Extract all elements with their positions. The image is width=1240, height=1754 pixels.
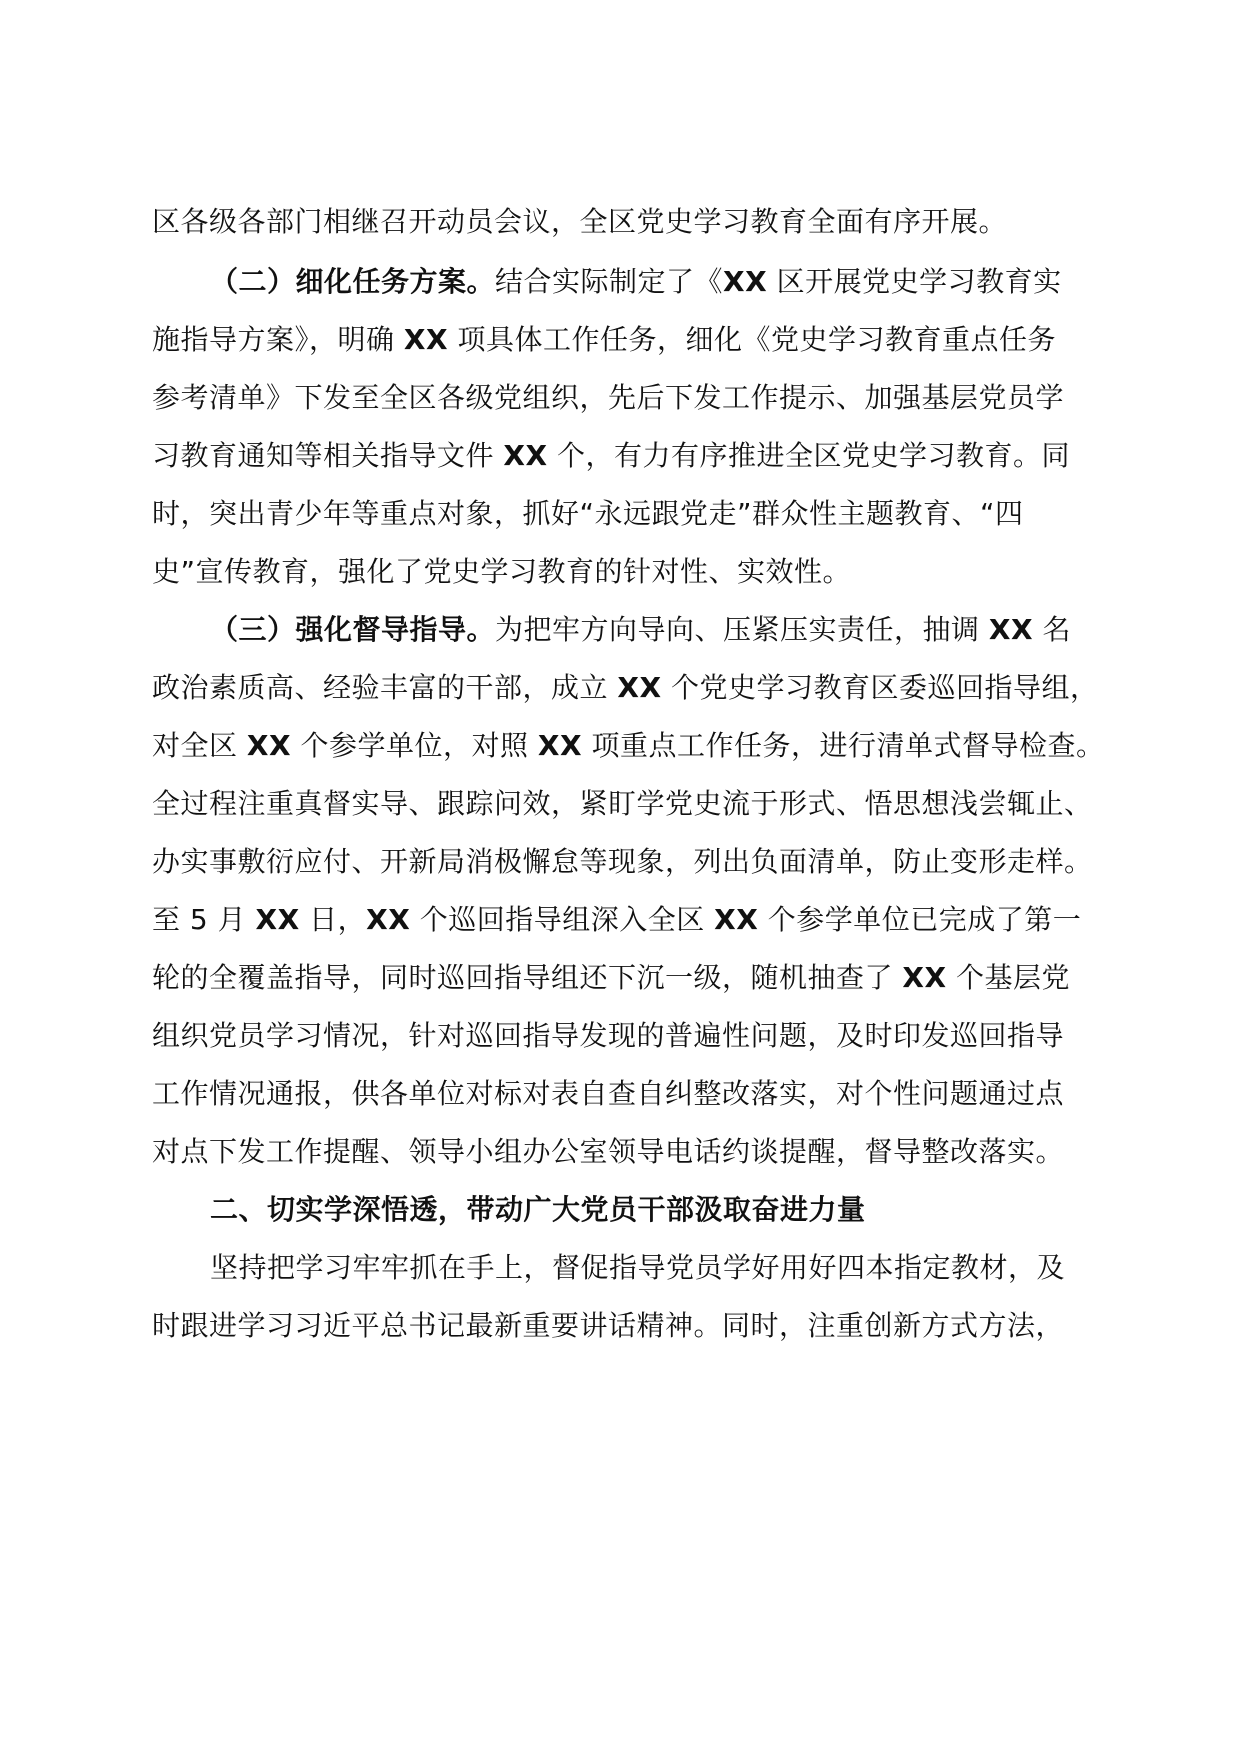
text-run: 个参学单位，对照 [291,729,538,762]
text-run: 习教育通知等相关指导文件 [152,439,504,472]
placeholder-xx: XX [366,903,411,936]
placeholder-xx: XX [537,729,583,762]
paragraph-line [152,842,1093,882]
text-run: 结合实际制定了《 [495,265,724,298]
text-run: 全过程注重真督实导、跟踪问效，紧盯学党史流于形式、悟思想浅尝辄止、 [152,787,1093,820]
placeholder-xx: XX [503,439,548,472]
text-run: 为把牢方向导向、压紧压实责任，抽调 [495,613,989,646]
text-run: 坚持把学习牢牢抓在手上，督促指导党员学好用好四本指定教材，及 [210,1251,1066,1284]
text-run: 个参学单位已完成了第一 [758,903,1082,936]
paragraph-line [152,1016,1064,1056]
text-run: 对全区 [152,729,247,762]
placeholder-xx: XX [902,961,947,994]
text-run: 日， [299,903,367,936]
text-run: 项具体工作任务，细化《党史学习教育重点任务 [448,323,1056,356]
text-run: 项重点工作任务，进行清单式督导检查。 [582,729,1105,762]
text-run: 时，突出青少年等重点对象，抓好“永远跟党走”群众性主题教育、“四 [152,497,1024,530]
text-run: 轮的全覆盖指导，同时巡回指导组还下沉一级，随机抽查了 [152,961,903,994]
text-run: 个党史学习教育区委巡回指导组， [661,671,1099,704]
text-run: 个，有力有序推进全区党史学习教育。同 [547,439,1070,472]
text-run: 个巡回指导组深入全区 [410,903,715,936]
section-heading-2: （二）细化任务方案。 [210,265,496,298]
paragraph-line [152,668,1099,708]
section-heading [210,1190,866,1230]
text-run: 个基层党 [946,961,1070,994]
placeholder-xx: XX [255,903,300,936]
placeholder-xx: XX [714,903,759,936]
paragraph-line [210,262,1062,302]
paragraph-line [152,1074,1064,1114]
paragraph-line [152,378,1064,418]
placeholder-xx: XX [723,265,768,298]
placeholder-xx: XX [403,323,449,356]
text-run: 参考清单》下发至全区各级党组织，先后下发工作提示、加强基层党员学 [152,381,1065,414]
paragraph-line [152,1132,1064,1172]
placeholder-xx: XX [988,613,1034,646]
text-run: 施指导方案》，明确 [152,323,404,356]
text-run: 至 5 月 [152,903,256,936]
paragraph-line [152,958,1070,998]
text-run: 史”宣传教育，强化了党史学习教育的针对性、实效性。 [152,555,852,588]
paragraph-line [152,320,1056,360]
paragraph-line [152,494,1024,534]
paragraph-line [152,726,1105,766]
text-run: 区开展党史学习教育实 [767,265,1062,298]
paragraph-line [152,202,1007,242]
text-run: 办实事敷衍应付、开新局消极懈怠等现象，列出负面清单，防止变形走样。 [152,845,1093,878]
text-run: 政治素质高、经验丰富的干部，成立 [152,671,618,704]
text-run: 区各级各部门相继召开动员会议，全区党史学习教育全面有序开展。 [152,205,1008,238]
paragraph-line [152,784,1093,824]
text-run: 时跟进学习习近平总书记最新重要讲话精神。同时，注重创新方式方法， [152,1309,1065,1342]
paragraph-line [210,1248,1065,1288]
section-heading-3: （三）强化督导指导。 [210,613,496,646]
text-run: 工作情况通报，供各单位对标对表自查自纠整改落实，对个性问题通过点 [152,1077,1065,1110]
paragraph-line [152,1306,1064,1346]
text-run: 组织党员学习情况，针对巡回指导发现的普遍性问题，及时印发巡回指导 [152,1019,1065,1052]
paragraph-line [152,900,1081,940]
placeholder-xx: XX [246,729,292,762]
heading-text: 二、切实学深悟透，带动广大党员干部汲取奋进力量 [210,1193,866,1226]
text-run: 对点下发工作提醒、领导小组办公室领导电话约谈提醒，督导整改落实。 [152,1135,1065,1168]
paragraph-line [152,436,1070,476]
paragraph-line [210,610,1071,650]
text-run: 名 [1033,613,1072,646]
placeholder-xx: XX [617,671,662,704]
paragraph-line [152,552,851,592]
